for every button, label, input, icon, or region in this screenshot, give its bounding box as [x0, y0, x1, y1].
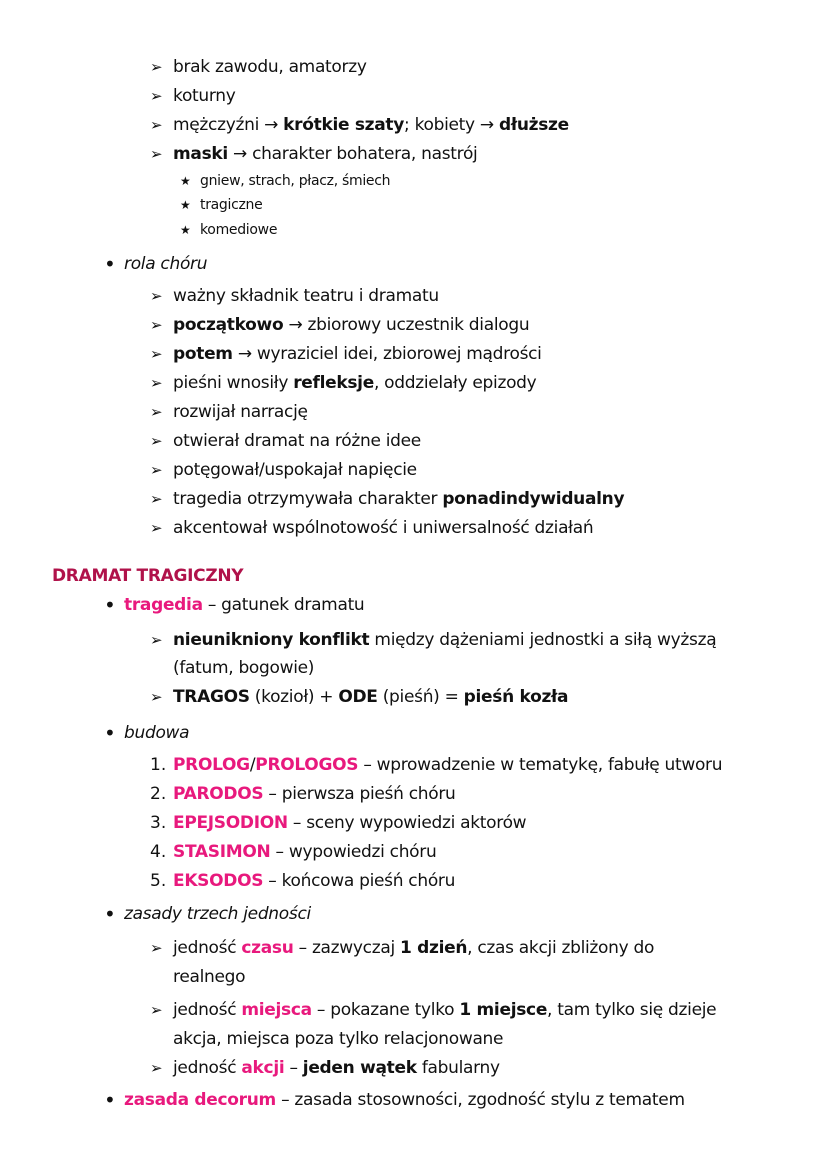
text-segment: (pieśń) = [377, 687, 464, 707]
text-segment: – pokazane tylko [311, 1000, 460, 1020]
list-item [173, 754, 722, 776]
text-segment: jedność [173, 1000, 242, 1020]
text-segment: (kozioł) + [249, 687, 339, 707]
text-segment: – końcowa pieśń chóru [263, 871, 456, 891]
text-segment: / [249, 755, 256, 775]
arrow-bullet-icon: ➢ [150, 58, 163, 76]
star-bullet-icon: ★ [180, 174, 191, 188]
text-segment: jedność [173, 1058, 242, 1078]
list-item [173, 114, 569, 136]
list-item [173, 372, 536, 394]
list-item [200, 194, 262, 216]
text-segment: – wypowiedzi chóru [270, 842, 437, 862]
text-segment: między dążeniami jednostki a siłą wyższą [369, 630, 717, 650]
dot-bullet-icon: • [104, 252, 116, 276]
text-segment: miejsca [241, 1000, 312, 1020]
text-segment: ; kobiety → [404, 115, 499, 135]
text-segment: , czas akcji zbliżony do [467, 938, 655, 958]
text-segment: dłuższe [498, 115, 569, 135]
text-segment: krótkie szaty [283, 115, 405, 135]
text-segment: DRAMAT TRAGICZNY [52, 566, 244, 586]
arrow-bullet-icon: ➢ [150, 287, 163, 305]
text-segment: – zasada stosowności, zgodność stylu z tematem [275, 1090, 685, 1110]
text-segment: , oddzielały epizody [373, 373, 537, 393]
text-segment: komediowe [200, 222, 278, 238]
text-segment: ponadindywidualny [442, 489, 625, 509]
text-segment: refleksje [293, 373, 374, 393]
dot-bullet-icon: • [104, 593, 116, 617]
text-segment: – zazwyczaj [293, 938, 400, 958]
text-segment: tragiczne [200, 197, 263, 213]
list-item [173, 686, 568, 708]
text-segment: pieśń kozła [463, 687, 569, 707]
text-segment: tragedia [124, 595, 203, 615]
text-segment: zasady trzech jedności [124, 904, 311, 924]
arrow-bullet-icon: ➢ [150, 1059, 163, 1077]
text-segment: akcji [241, 1058, 285, 1078]
star-bullet-icon: ★ [180, 198, 191, 212]
arrow-bullet-icon: ➢ [150, 145, 163, 163]
list-number: 4. [150, 842, 167, 862]
text-segment: potem [173, 344, 233, 364]
text-segment: zasada decorum [124, 1090, 276, 1110]
text-segment: nieunikniony konflikt [173, 630, 370, 650]
text-segment: ważny składnik teatru i dramatu [173, 286, 439, 306]
text-segment: → wyraziciel idei, zbiorowej mądrości [232, 344, 542, 364]
text-segment: mężczyźni → [173, 115, 284, 135]
text-segment: akcja, miejsca poza tylko relacjonowane [173, 1029, 504, 1049]
text-segment: budowa [124, 723, 190, 743]
list-item [173, 488, 624, 510]
text-segment: 1 dzień [399, 938, 468, 958]
arrow-bullet-icon: ➢ [150, 688, 163, 706]
text-segment: gniew, strach, płacz, śmiech [200, 173, 391, 189]
text-segment: pieśni wnosiły [173, 373, 294, 393]
text-segment: jeden wątek [302, 1058, 417, 1078]
text-segment: – pierwsza pieśń chóru [263, 784, 456, 804]
arrow-bullet-icon: ➢ [150, 403, 163, 421]
arrow-bullet-icon: ➢ [150, 519, 163, 537]
text-segment: początkowo [173, 315, 284, 335]
arrow-bullet-icon: ➢ [150, 432, 163, 450]
arrow-bullet-icon: ➢ [150, 345, 163, 363]
text-segment: → charakter bohatera, nastrój [227, 144, 478, 164]
text-segment: tragedia otrzymywała charakter [173, 489, 443, 509]
list-item [124, 903, 311, 925]
arrow-bullet-icon: ➢ [150, 316, 163, 334]
list-item [173, 517, 593, 539]
text-segment: akcentował wspólnotowość i uniwersalność działań [173, 518, 594, 538]
dot-bullet-icon: • [104, 1088, 116, 1112]
arrow-bullet-icon: ➢ [150, 116, 163, 134]
text-segment: czasu [241, 938, 294, 958]
text-segment: PARODOS [173, 784, 264, 804]
list-item [173, 143, 477, 165]
text-segment: brak zawodu, amatorzy [173, 57, 367, 77]
section-heading [52, 565, 243, 587]
list-item [124, 594, 364, 616]
list-item [173, 1028, 503, 1050]
arrow-bullet-icon: ➢ [150, 87, 163, 105]
list-item [124, 1089, 685, 1111]
text-segment: 1 miejsce [459, 1000, 548, 1020]
text-segment: , tam tylko się dzieje [547, 1000, 717, 1020]
list-item [200, 219, 277, 241]
text-segment: rola chóru [124, 254, 208, 274]
text-segment: realnego [173, 967, 246, 987]
arrow-bullet-icon: ➢ [150, 374, 163, 392]
text-segment: – wprowadzenie w tematykę, fabułę utworu [358, 755, 723, 775]
text-segment: TRAGOS [173, 687, 250, 707]
arrow-bullet-icon: ➢ [150, 490, 163, 508]
text-segment: rozwijał narrację [173, 402, 308, 422]
list-item [173, 343, 542, 365]
list-item [173, 314, 529, 336]
list-item [173, 459, 417, 481]
list-item [124, 722, 189, 744]
list-item [124, 253, 207, 275]
text-segment: EKSODOS [173, 871, 264, 891]
text-segment: koturny [173, 86, 236, 106]
arrow-bullet-icon: ➢ [150, 631, 163, 649]
list-item [173, 629, 716, 651]
list-number: 1. [150, 755, 167, 775]
list-item [200, 170, 390, 192]
text-segment: → zbiorowy uczestnik dialogu [283, 315, 530, 335]
list-item [173, 870, 455, 892]
list-item [173, 657, 314, 679]
text-segment: PROLOG [173, 755, 250, 775]
list-item [173, 401, 308, 423]
text-segment: fabularny [416, 1058, 500, 1078]
list-item [173, 966, 245, 988]
list-item [173, 430, 421, 452]
list-item [173, 841, 436, 863]
list-number: 5. [150, 871, 167, 891]
arrow-bullet-icon: ➢ [150, 1001, 163, 1019]
text-segment: EPEJSODION [173, 813, 288, 833]
text-segment: potęgował/uspokajał napięcie [173, 460, 417, 480]
list-item [173, 783, 455, 805]
text-segment: jedność [173, 938, 242, 958]
text-segment: maski [173, 144, 228, 164]
text-segment: ODE [338, 687, 378, 707]
dot-bullet-icon: • [104, 902, 116, 926]
text-segment: – [284, 1058, 303, 1078]
list-number: 3. [150, 813, 167, 833]
list-number: 2. [150, 784, 167, 804]
arrow-bullet-icon: ➢ [150, 461, 163, 479]
list-item [173, 937, 654, 959]
star-bullet-icon: ★ [180, 223, 191, 237]
text-segment: STASIMON [173, 842, 271, 862]
list-item [173, 999, 716, 1021]
text-segment: otwierał dramat na różne idee [173, 431, 421, 451]
text-segment: PROLOGOS [255, 755, 359, 775]
list-item [173, 56, 367, 78]
arrow-bullet-icon: ➢ [150, 939, 163, 957]
text-segment: – gatunek dramatu [202, 595, 365, 615]
dot-bullet-icon: • [104, 721, 116, 745]
text-segment: – sceny wypowiedzi aktorów [287, 813, 527, 833]
list-item [173, 285, 439, 307]
list-item [173, 85, 236, 107]
list-item [173, 812, 526, 834]
text-segment: (fatum, bogowie) [173, 658, 315, 678]
list-item [173, 1057, 500, 1079]
